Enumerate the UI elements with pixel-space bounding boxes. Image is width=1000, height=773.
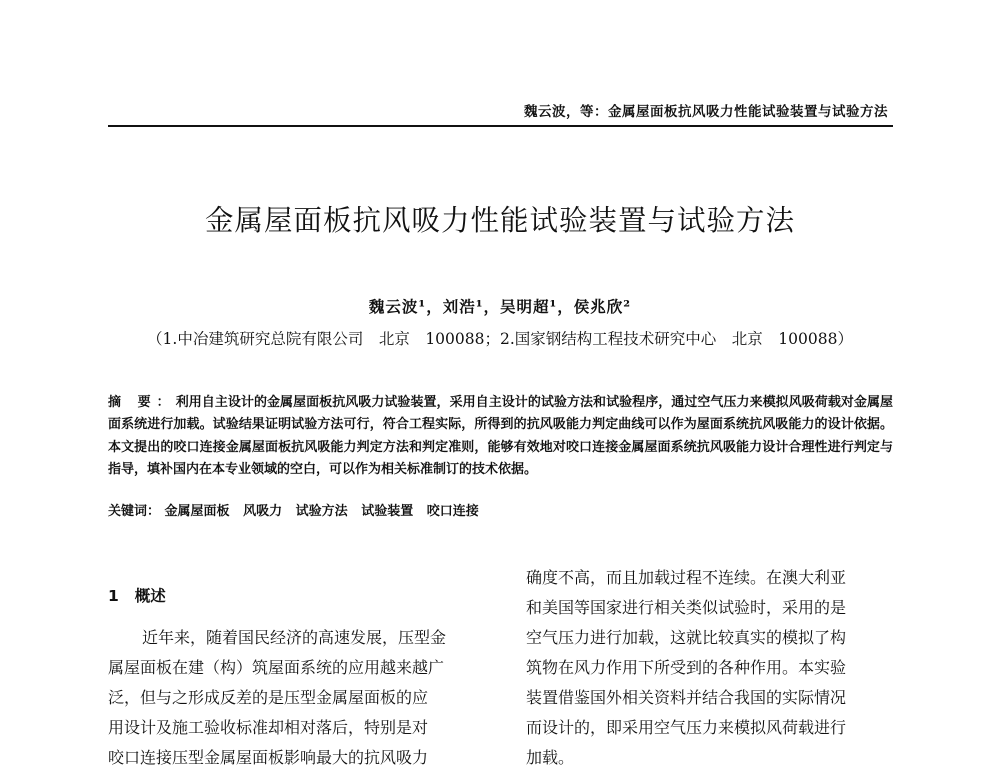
body-column-right — [526, 563, 890, 773]
body-line: 加载。 — [526, 748, 575, 767]
author-list: 魏云波¹，刘浩¹，吴明超¹，侯兆欣² — [368, 297, 632, 316]
body-line: 而设计的，即采用空气压力来模拟风荷载进行 — [526, 718, 847, 737]
body-line: 属屋面板在建（构）筑屋面系统的应用越来越广 — [108, 658, 445, 677]
body-line: 和美国等国家进行相关类似试验时，采用的是 — [526, 598, 847, 617]
body-line: 咬口连接压型金属屋面板影响最大的抗风吸力 — [108, 748, 429, 767]
keyword-item: 风吸力 — [243, 504, 283, 519]
paper-title: 金属屋面板抗风吸力性能试验装置与试验方法 — [204, 204, 795, 237]
keyword-item: 金属屋面板 — [164, 504, 230, 519]
body-line: 用设计及施工验收标准却相对落后，特别是对 — [108, 718, 429, 737]
keyword-item: 试验方法 — [295, 504, 348, 519]
abstract-text: 利用自主设计的金属屋面板抗风吸力试验装置，采用自主设计的试验方法和试验程序，通过空气压力来模拟风吸荷载对金属屋面系统进行加载。试验结果证明试验方法可行，符合工程实际，所得到的抗风吸能力判定曲线可以作为屋面系统抗风吸能力的设计依据。本文提出的咬口连接金属屋面板抗风吸能力判定方法和判定准则，能够有效地对咬口连接金属屋面系统抗风吸能力设计合理性进行判定与指导，填补国内在本专业领域的空白，可以作为相关标准制订的技术依据。 — [108, 395, 893, 478]
body-line: 筑物在风力作用下所受到的各种作用。本实验 — [526, 658, 847, 677]
body-line: 泛，但与之形成反差的是压型金属屋面板的应 — [108, 688, 429, 707]
section-title: 概述 — [134, 587, 166, 605]
keyword-item: 咬口连接 — [426, 504, 479, 519]
header-rule — [108, 125, 893, 127]
body-line: 装置借鉴国外相关资料并结合我国的实际情况 — [526, 688, 847, 707]
body-column-left — [108, 623, 472, 773]
abstract-label: 摘 要： — [108, 395, 176, 410]
keyword-item: 试验装置 — [361, 504, 414, 519]
body-line: 确度不高，而且加载过程不连续。在澳大利亚 — [526, 568, 847, 587]
keywords-label: 关键词： — [108, 504, 161, 519]
running-head: 魏云波，等：金属屋面板抗风吸力性能试验装置与试验方法 — [524, 104, 888, 120]
body-line: 近年来，随着国民经济的高速发展，压型金 — [142, 628, 447, 647]
abstract — [108, 392, 893, 482]
keywords — [108, 500, 893, 519]
affiliation-line: （1.中冶建筑研究总院有限公司 北京 100088；2.国家钢结构工程技术研究中心 北京 100088） — [147, 330, 853, 348]
section-heading — [108, 584, 166, 606]
body-line: 空气压力进行加载，这就比较真实的模拟了构 — [526, 628, 847, 647]
section-number: 1 — [108, 587, 119, 605]
